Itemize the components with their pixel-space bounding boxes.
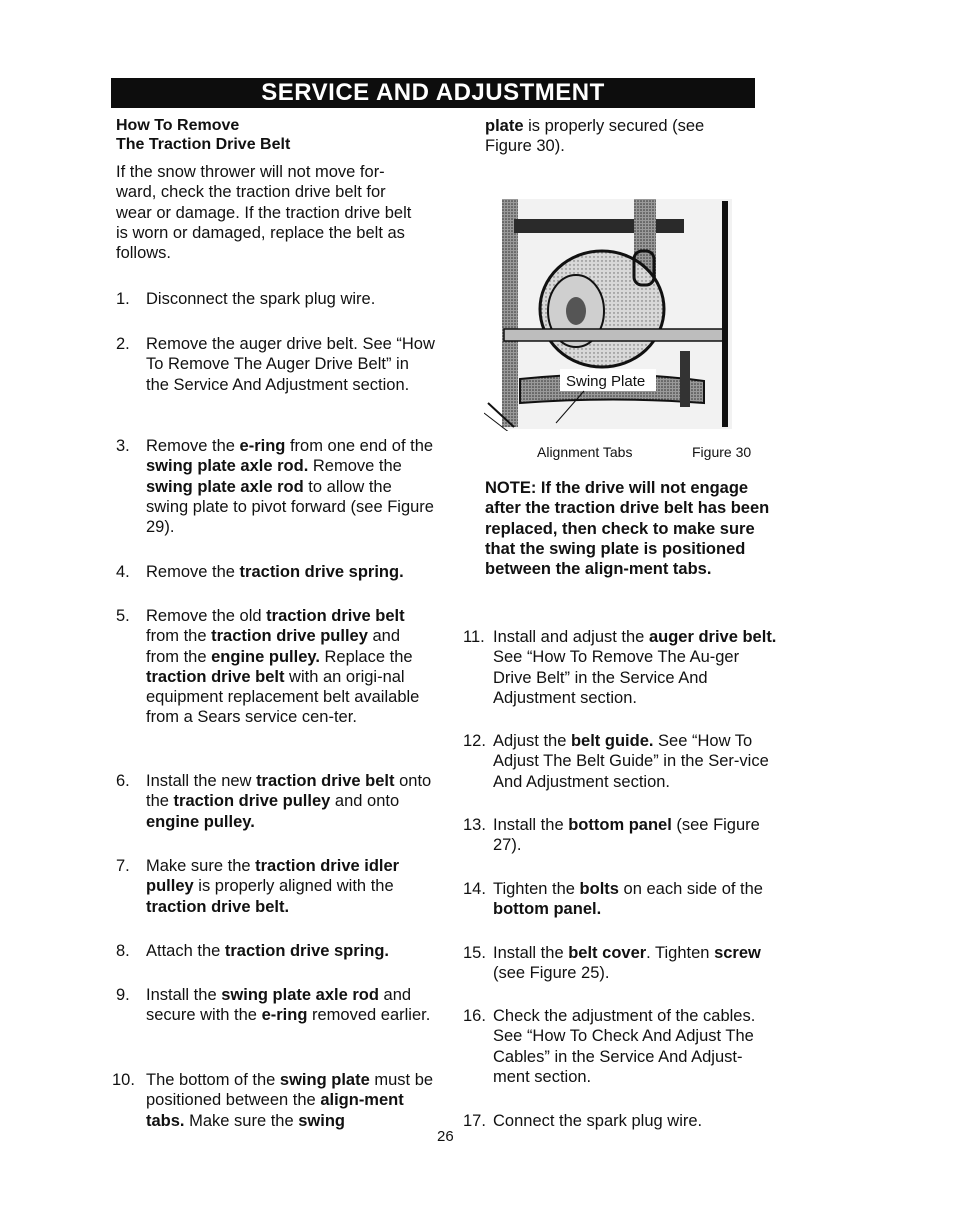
hub-center — [566, 297, 586, 325]
figure-caption: Figure 30 — [692, 444, 752, 460]
step-13 — [463, 815, 778, 856]
step-bold: belt cover — [568, 944, 647, 962]
step-text: Attach the — [146, 942, 225, 960]
step-bold: swing plate axle rod — [221, 986, 379, 1004]
step-number: 12. — [463, 732, 486, 750]
step-bold: swing plate — [279, 1071, 370, 1089]
step-text: Remove the auger drive belt. See “How To Remove The Auger Drive Belt” in the Service And Adjustment section. — [146, 335, 435, 394]
step-number: 7. — [116, 857, 130, 875]
step-14 — [463, 879, 778, 920]
step-text: (see Figure 27). — [493, 816, 760, 855]
step-text: Install the new — [146, 772, 257, 790]
step-text: Install the — [493, 944, 569, 962]
intro-paragraph: If the snow thrower will not move for-ward, check the traction drive belt for wear or damage. If the traction drive belt is worn or damaged, replace the belt as follows. — [116, 163, 412, 263]
step-text: Make sure the — [184, 1111, 299, 1130]
step-6 — [116, 771, 436, 832]
step-text: with an origi-nal equipment replacement belt available from a Sears service cen-ter. — [146, 667, 420, 727]
top-bracket — [514, 219, 684, 233]
step-bold: traction drive belt — [146, 667, 285, 686]
left-frame — [502, 199, 518, 427]
step-bold: e-ring — [239, 437, 286, 455]
step-number: 10. — [112, 1071, 135, 1089]
step-text: See “How To Remove The Au-ger Drive Belt” in the Service And Adjustment section. — [493, 648, 740, 707]
continued-text — [485, 116, 745, 157]
step-text: Replace the — [319, 647, 413, 666]
step-bold: traction drive belt — [266, 607, 405, 625]
step-text: Tighten the — [493, 880, 580, 898]
step-number: 13. — [463, 816, 486, 834]
step-bold: traction drive pulley — [173, 792, 331, 811]
step-bold: traction drive spring. — [239, 563, 404, 581]
step-4 — [116, 562, 436, 582]
step-10 — [112, 1070, 436, 1131]
step-text: Remove the — [146, 563, 240, 581]
step-text: . Tighten — [646, 944, 715, 962]
step-12 — [463, 731, 778, 792]
swing-plate-drawing — [484, 191, 750, 431]
step-number: 4. — [116, 563, 130, 581]
step-8 — [116, 941, 436, 961]
step-bold: bolts — [579, 880, 619, 898]
step-text: Check the adjustment of the cables. See “How To Check And Adjust The Cables” in the Service And Adjust-ment section. — [493, 1007, 756, 1086]
page-number: 26 — [437, 1128, 454, 1145]
step-text: The bottom of the — [146, 1071, 280, 1089]
section-heading — [116, 116, 436, 154]
left-column — [112, 116, 436, 1130]
step-bold: traction drive spring. — [224, 942, 390, 960]
step-bold: bottom panel. — [493, 900, 602, 919]
note-paragraph: NOTE: If the drive will not engage after the traction drive belt has been replaced, then check to make sure that the swing plate is positioned between the align-ment tabs. — [485, 479, 770, 579]
heading-line-2: The Traction Drive Belt — [116, 136, 291, 153]
step-bold: bottom panel — [568, 816, 672, 834]
step-text: (see Figure 25). — [493, 964, 610, 983]
step-bold: traction drive pulley — [211, 627, 368, 646]
step-2 — [116, 334, 436, 395]
step-bold: traction drive belt. — [146, 897, 290, 916]
step-text: and onto — [330, 792, 400, 811]
step-number: 5. — [116, 607, 130, 625]
step-bold: auger drive belt. — [648, 628, 777, 646]
step-15 — [463, 943, 778, 984]
step-number: 2. — [116, 335, 130, 353]
step-text: on each side of the — [618, 880, 763, 898]
step-number: 14. — [463, 880, 486, 898]
spring — [680, 351, 690, 407]
step-bold: swing plate axle rod. — [146, 457, 309, 476]
step-text: See “How To Adjust The Belt Guide” in the Ser-vice And Adjustment section. — [493, 732, 769, 791]
step-number: 6. — [116, 772, 130, 790]
continued-bold: plate — [485, 117, 524, 135]
step-text: onto the — [146, 772, 432, 811]
step-text: and secure with the — [146, 986, 412, 1025]
step-text: Make sure the — [146, 857, 256, 875]
step-text: from the — [146, 627, 212, 646]
step-text: removed earlier. — [307, 1006, 431, 1025]
step-bold: swing — [298, 1111, 346, 1130]
step-text: to allow the swing plate to pivot forward (see Figure 29). — [146, 477, 434, 537]
step-bold: align-ment tabs. — [146, 1091, 404, 1130]
step-3 — [116, 436, 436, 537]
step-bold: engine pulley. — [211, 647, 320, 666]
step-17 — [463, 1111, 778, 1131]
step-text: Install and adjust the — [493, 628, 649, 646]
step-1 — [116, 289, 436, 309]
heading-line-1: How To Remove — [116, 117, 240, 134]
right-frame — [722, 201, 728, 427]
step-text: Remove the — [146, 437, 240, 455]
step-bold: e-ring — [261, 1006, 308, 1025]
step-text: must be positioned between the — [146, 1071, 434, 1110]
step-bold: traction drive belt — [256, 772, 395, 790]
step-text: and from the — [146, 627, 401, 666]
step-number: 11. — [463, 628, 485, 646]
step-16 — [463, 1006, 778, 1087]
step-11 — [463, 627, 778, 708]
swing-plate-label: Swing Plate — [566, 373, 646, 390]
figure-30-illustration — [484, 191, 750, 431]
step-number: 3. — [116, 437, 130, 455]
step-text: from one end of the — [285, 437, 434, 455]
step-text: Install the — [493, 816, 569, 834]
step-5 — [116, 606, 436, 728]
axle-rod — [504, 329, 724, 341]
step-9 — [116, 985, 436, 1026]
alignment-tabs-label: Alignment Tabs — [537, 444, 633, 460]
step-bold: belt guide. — [570, 732, 654, 750]
step-text: Connect the spark plug wire. — [493, 1112, 703, 1130]
step-number: 16. — [463, 1007, 486, 1025]
step-text: Disconnect the spark plug wire. — [146, 290, 376, 308]
step-text: Remove the — [308, 457, 402, 476]
step-text: is properly aligned with the — [193, 877, 394, 896]
step-number: 1. — [116, 290, 130, 308]
step-bold: traction drive idler pulley — [146, 857, 400, 896]
step-7 — [116, 856, 436, 917]
step-text: Remove the old — [146, 607, 267, 625]
step-bold: engine pulley. — [146, 812, 255, 831]
step-bold: swing plate axle rod — [146, 477, 304, 496]
step-number: 9. — [116, 986, 130, 1004]
section-banner: SERVICE AND ADJUSTMENT — [111, 78, 755, 108]
step-text: Adjust the — [493, 732, 571, 750]
step-number: 15. — [463, 944, 486, 962]
step-bold: screw — [714, 944, 761, 962]
continued-plain: is properly secured (see Figure 30). — [485, 117, 705, 156]
step-number: 8. — [116, 942, 130, 960]
step-number: 17. — [463, 1112, 486, 1130]
step-text: Install the — [146, 986, 222, 1004]
